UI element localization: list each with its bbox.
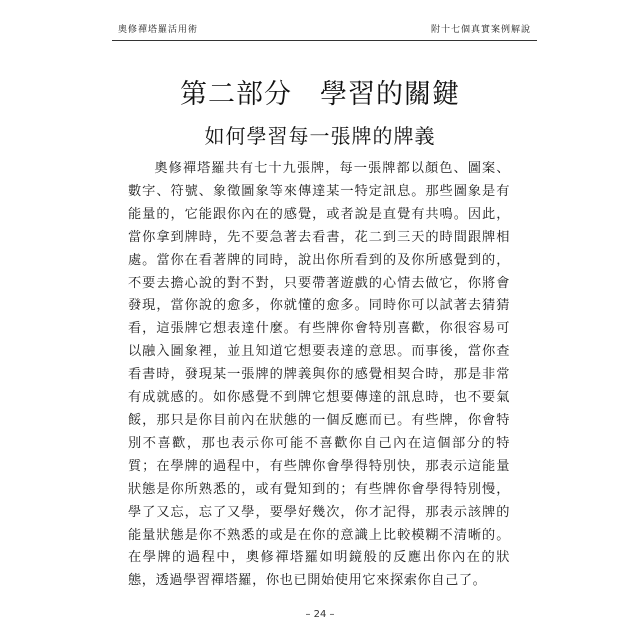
running-header [112,14,537,41]
header-chapter-title: 附十七個真實案例解說 [430,25,531,35]
part-title: 第二部分 學習的關鍵 [180,79,460,110]
body-paragraph: 奧修禪塔羅共有七十九張牌，每一張牌都以顏色、圖案、數字、符號、象徵圖象等來傳達某一特定訊息。那些圖象是有能量的，它能跟你內在的感覺，或者說是直覺有共鳴。因此，當你拿到牌時，先不要急著去看書，花二到三天的時間跟牌相處。當你在看著牌的同時，說出你所看到的及你所感覺到的，不要去擔心說的對不對，只要帶著遊戲的心情去做它，你將會發現，當你說的愈多，你就懂的愈多。同時你可以試著去猜猜看，這張牌它想表達什麼。有些牌你會特別喜歡，你很容易可以融入圖象裡，並且知道它想要表達的意思。而事後，當你查看書時，發現某一張牌的牌義與你的感覺相契合時，那是非常有成就感的。如你感覺不到牌它想要傳達的訊息時，也不要氣餒，那只是你目前內在狀態的一個反應而已。有些牌，你會特別不喜歡，那也表示你可能不喜歡你自己內在這個部分的特質；在學牌的過程中，有些牌你會學得特別快，那表示這能量狀態是你所熟悉的，或有覺知到的；有些牌你會學得特別慢，學了又忘，忘了又學，要學好幾次，你才記得，那表示該牌的能量狀態是你不熟悉的或是在你的意識上比較模糊不清晰的。在學牌的過程中，奧修禪塔羅如明鏡般的反應出你內在的狀態，透過學習禪塔羅，你也已開始使用它來探索你自己了。 [128,161,510,589]
section-title: 如何學習每一張牌的牌義 [204,124,436,148]
page-number: – 24 – [305,609,335,620]
header-book-title: 奧修禪塔羅活用術 [118,25,199,35]
